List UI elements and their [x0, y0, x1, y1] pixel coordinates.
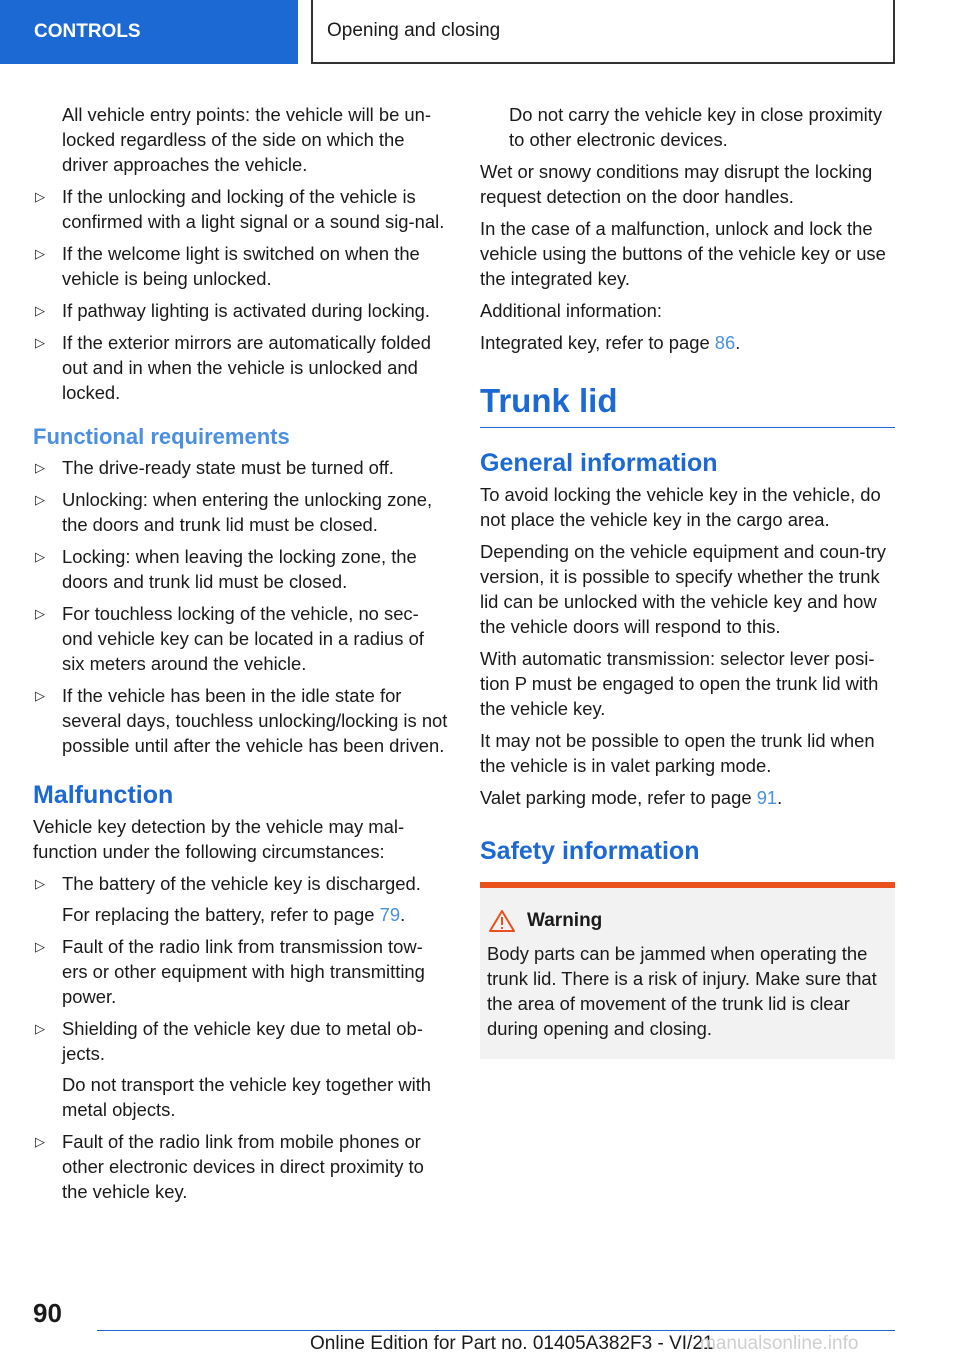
section-tab: CONTROLS	[0, 0, 298, 64]
warning-triangle-icon	[489, 910, 515, 932]
malfunction-intro: Vehicle key detection by the vehicle may mal‐function under the following circumstances:	[33, 816, 405, 862]
paragraph: In the case of a malfunction, unlock and lock the vehicle using the buttons of the vehicle key or use the integrated key.	[480, 218, 886, 289]
warning-title: Warning	[527, 910, 603, 931]
paragraph: It may not be possible to open the trunk lid when the vehicle is in valet parking mode.	[480, 730, 875, 776]
paragraph: With automatic transmission: selector lever posi‐tion P must be engaged to open the trunk lid with the vehicle key.	[480, 648, 879, 719]
safety-information-heading: Safety information	[480, 837, 700, 865]
list-item: ▷ If the vehicle has been in the idle state for several days, touchless unlocking/locking is not possible until after the vehicle has been driven.	[35, 685, 448, 756]
list-item-note: Do not transport the vehicle key together with metal objects.	[62, 1074, 432, 1120]
triangle-bullet-icon: ▷	[35, 606, 45, 621]
list-item: ▷ Fault of the radio link from transmission tow‐ers or other equipment with high transmitting power.	[35, 936, 425, 1007]
triangle-bullet-icon: ▷	[35, 1021, 45, 1036]
triangle-bullet-icon: ▷	[35, 492, 45, 507]
triangle-bullet-icon: ▷	[35, 876, 45, 891]
page-number: 90	[33, 1298, 62, 1328]
triangle-bullet-icon: ▷	[35, 939, 45, 954]
watermark: manualsonline.info	[700, 1333, 859, 1354]
list-item: ▷ Unlocking: when entering the unlocking zone, the doors and trunk lid must be closed.	[35, 489, 433, 535]
edition-info: Online Edition for Part no. 01405A382F3 - VI/21	[310, 1333, 714, 1354]
warning-text: Body parts can be jammed when operating the trunk lid. There is a risk of injury. Make sure that the area of movement of the trunk lid is clear during opening and closing.	[487, 943, 877, 1039]
triangle-bullet-icon: ▷	[35, 189, 45, 204]
list-item: ▷ If the exterior mirrors are automatically folded out and in when the vehicle is unlocked and locked.	[35, 332, 431, 403]
general-information-heading: General information	[480, 449, 718, 477]
right-column	[480, 102, 895, 1059]
page-link[interactable]: 91	[756, 787, 778, 808]
list-item-note: Do not carry the vehicle key in close proximity to other electronic devices.	[509, 104, 883, 150]
triangle-bullet-icon: ▷	[35, 1134, 45, 1149]
list-item: ▷ Fault of the radio link from mobile phones or other electronic devices in direct proximity to the vehicle key.	[35, 1131, 424, 1202]
chapter-title: Opening and closing	[311, 0, 895, 64]
trunk-lid-heading: Trunk lid	[480, 381, 895, 428]
intro-continuation: All vehicle entry points: the vehicle will be un‐locked regardless of the side on which the driver approaches the vehicle.	[62, 104, 432, 175]
triangle-bullet-icon: ▷	[35, 688, 45, 703]
functional-requirements-heading: Functional requirements	[33, 424, 290, 449]
triangle-bullet-icon: ▷	[35, 460, 45, 475]
page-link[interactable]: 79	[379, 904, 401, 925]
paragraph: Depending on the vehicle equipment and coun‐try version, it is possible to specify whether the trunk lid can be unlocked with the vehicle key and how the vehicle doors will respond to this.	[480, 541, 886, 637]
list-item: ▷ If the unlocking and locking of the vehicle is confirmed with a light signal or a sound sig‐nal.	[35, 186, 445, 232]
warning-box	[480, 882, 895, 1059]
list-item-note: For replacing the battery, refer to page 79.	[62, 904, 406, 925]
footer-divider	[97, 1330, 895, 1331]
triangle-bullet-icon: ▷	[35, 303, 45, 318]
left-column	[33, 102, 448, 1211]
triangle-bullet-icon: ▷	[35, 246, 45, 261]
page-link[interactable]: 86	[714, 332, 736, 353]
malfunction-heading: Malfunction	[33, 781, 174, 809]
list-item: ▷ Shielding of the vehicle key due to metal ob‐jects. Do not transport the vehicle key together with metal objects.	[33, 1016, 448, 1122]
condition-list	[33, 184, 448, 405]
paragraph: To avoid locking the vehicle key in the vehicle, do not place the vehicle key in the cargo area.	[480, 484, 881, 530]
list-item: ▷ The drive-ready state must be turned off.	[35, 457, 394, 478]
triangle-bullet-icon: ▷	[35, 549, 45, 564]
list-item: ▷ For touchless locking of the vehicle, no sec‐ond vehicle key can be located in a radius of six meters around the vehicle.	[35, 603, 424, 674]
malfunction-list	[33, 871, 448, 1204]
paragraph: Integrated key, refer to page 86.	[480, 332, 741, 353]
paragraph: Wet or snowy conditions may disrupt the locking request detection on the door handles.	[480, 161, 873, 207]
list-item: ▷ The battery of the vehicle key is discharged. For replacing the battery, refer to page 79.	[33, 871, 448, 927]
list-item: ▷ Locking: when leaving the locking zone, the doors and trunk lid must be closed.	[35, 546, 417, 592]
warning-header	[487, 908, 889, 933]
list-item: ▷ If pathway lighting is activated during locking.	[35, 300, 431, 321]
paragraph: Additional information:	[480, 300, 662, 321]
requirements-list	[33, 455, 448, 758]
paragraph: Valet parking mode, refer to page 91.	[480, 787, 783, 808]
triangle-bullet-icon: ▷	[35, 335, 45, 350]
list-item: ▷ If the welcome light is switched on when the vehicle is being unlocked.	[35, 243, 420, 289]
